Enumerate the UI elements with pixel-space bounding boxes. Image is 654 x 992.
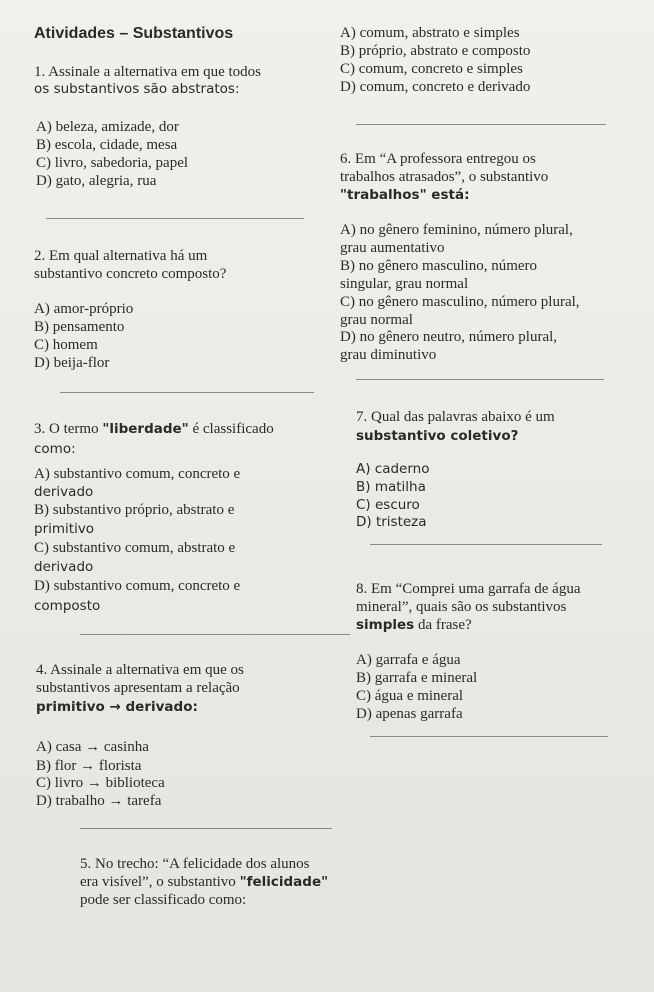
q4-option-c[interactable]: C) livro → biblioteca: [36, 775, 165, 791]
q6-option-c[interactable]: C) no gênero masculino, número plural,: [340, 294, 580, 310]
q7-option-a[interactable]: A) caderno: [356, 461, 430, 477]
q1-option-a[interactable]: A) beleza, amizade, dor: [36, 119, 179, 135]
q5-prompt-line-2: [80, 874, 328, 891]
q6-prompt-line-1: 6. Em “A professora entregou os: [340, 151, 536, 167]
q4-option-d[interactable]: D) trabalho → tarefa: [36, 793, 162, 809]
q8-option-b[interactable]: B) garrafa e mineral: [356, 670, 478, 686]
q6-option-a-cont[interactable]: grau aumentativo: [340, 240, 445, 256]
q6-option-b[interactable]: B) no gênero masculino, número: [340, 258, 538, 274]
q3-option-c-cont[interactable]: derivado: [34, 559, 94, 575]
q5-prompt-line-1: 5. No trecho: “A felicidade dos alunos: [80, 856, 310, 872]
q3-option-a-cont[interactable]: derivado: [34, 484, 94, 500]
q2-prompt-line-2: substantivo concreto composto?: [34, 266, 227, 282]
q8-bold-word: simples: [356, 617, 415, 633]
q4-prompt-line-3: primitivo → derivado:: [36, 699, 198, 715]
q3-option-d[interactable]: D) substantivo comum, concreto e: [34, 578, 241, 594]
q8-option-d[interactable]: D) apenas garrafa: [356, 706, 463, 722]
q5-prompt-line-3: pode ser classificado como:: [80, 892, 247, 908]
q5-answer-line[interactable]: [356, 124, 606, 125]
q8-prompt-line-3: [356, 617, 472, 634]
q2-prompt-line-1: 2. Em qual alternativa há um: [34, 248, 208, 264]
q1-answer-line[interactable]: [46, 218, 304, 219]
q1-option-c[interactable]: C) livro, sabedoria, papel: [36, 155, 189, 171]
q3-prompt-suffix: é classificado: [188, 421, 274, 437]
q8-answer-line[interactable]: [370, 736, 608, 737]
q8-option-a[interactable]: A) garrafa e água: [356, 652, 461, 668]
q6-option-d[interactable]: D) no gênero neutro, número plural,: [340, 329, 558, 345]
q3-answer-line[interactable]: [80, 634, 350, 635]
q1-option-d[interactable]: D) gato, alegria, rua: [36, 173, 157, 189]
q6-option-b-cont[interactable]: singular, grau normal: [340, 276, 469, 292]
q7-prompt-line-1: 7. Qual das palavras abaixo é um: [356, 409, 555, 425]
q4-prompt-line-1: 4. Assinale a alternativa em que os: [36, 662, 244, 678]
q4-option-b[interactable]: B) flor → florista: [36, 758, 142, 774]
q3-option-d-cont[interactable]: composto: [34, 598, 101, 614]
q7-option-d[interactable]: D) tristeza: [356, 514, 427, 530]
q6-option-d-cont[interactable]: grau diminutivo: [340, 347, 437, 363]
q8-prompt-line-1: 8. Em “Comprei uma garrafa de água: [356, 581, 581, 597]
q6-prompt-line-2: trabalhos atrasados”, o substantivo: [340, 169, 549, 185]
q3-option-b-cont[interactable]: primitivo: [34, 521, 95, 537]
q1-prompt-line-2: os substantivos são abstratos:: [34, 81, 240, 97]
q6-answer-line[interactable]: [356, 379, 604, 380]
q2-option-b[interactable]: B) pensamento: [34, 319, 125, 335]
q5-option-d[interactable]: D) comum, concreto e derivado: [340, 79, 531, 95]
q6-prompt-line-3: "trabalhos" está:: [340, 187, 470, 203]
q6-option-c-cont[interactable]: grau normal: [340, 312, 413, 328]
q3-option-b[interactable]: B) substantivo próprio, abstrato e: [34, 502, 235, 518]
q3-option-c[interactable]: C) substantivo comum, abstrato e: [34, 540, 236, 556]
q3-term: "liberdade": [102, 421, 189, 437]
q3-prompt-line-2: como:: [34, 441, 76, 457]
q5-option-a[interactable]: A) comum, abstrato e simples: [340, 25, 520, 41]
q4-answer-line[interactable]: [80, 828, 332, 829]
q1-prompt-line-1: 1. Assinale a alternativa em que todos: [34, 64, 262, 80]
q7-prompt-line-2: substantivo coletivo?: [356, 428, 519, 444]
q8-option-c[interactable]: C) água e mineral: [356, 688, 464, 704]
q2-option-a[interactable]: A) amor-próprio: [34, 301, 134, 317]
page-title: Atividades – Substantivos: [34, 25, 234, 42]
q3-prompt-line-1: [34, 421, 274, 438]
q7-option-c[interactable]: C) escuro: [356, 497, 420, 513]
q4-option-a[interactable]: A) casa → casinha: [36, 739, 149, 755]
q6-option-a[interactable]: A) no gênero feminino, número plural,: [340, 222, 573, 238]
q5-prompt-prefix: era visível”, o substantivo: [80, 874, 240, 890]
q3-prompt-prefix: 3. O termo: [34, 421, 103, 437]
q2-answer-line[interactable]: [60, 392, 314, 393]
q2-option-c[interactable]: C) homem: [34, 337, 98, 353]
q5-option-c[interactable]: C) comum, concreto e simples: [340, 61, 523, 77]
q8-prompt-line-2: mineral”, quais são os substantivos: [356, 599, 567, 615]
q3-option-a[interactable]: A) substantivo comum, concreto e: [34, 466, 241, 482]
q7-answer-line[interactable]: [370, 544, 602, 545]
q5-term: "felicidade": [239, 874, 329, 890]
q1-option-b[interactable]: B) escola, cidade, mesa: [36, 137, 178, 153]
q7-option-b[interactable]: B) matilha: [356, 479, 426, 495]
q4-prompt-line-2: substantivos apresentam a relação: [36, 680, 240, 696]
q8-prompt-suffix: da frase?: [414, 617, 472, 633]
q2-option-d[interactable]: D) beija-flor: [34, 355, 110, 371]
q5-option-b[interactable]: B) próprio, abstrato e composto: [340, 43, 531, 59]
